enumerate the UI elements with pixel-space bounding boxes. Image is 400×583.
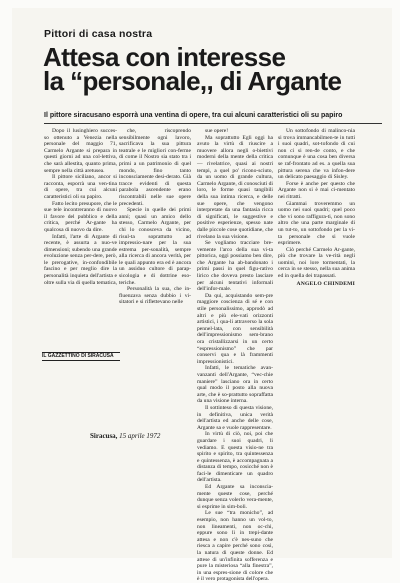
paragraph: Se vogliamo tracciare bre-vemente l'arco della sua vi-ta pittorica, oggi possiamo ben dire, che Argante ha ab-bandonato i primi passi in quel figu-rativo lirico che doveva presto lasciare per alcuni tentativi informali dell'infor-male.: [197, 240, 273, 293]
paragraph: Giammai troveremmo un uomo nei suoi quadri; quel poco che vi sono raffigura-ti, non sono altro che una parte marginale di un tut-to, un sottofondo per la vi-ta personale che si vuole esprimere.: [278, 200, 355, 247]
paragraph: Il sottinteso di questa visione, in definitiva, unica verità dell'artista ed anche delle cose, Argante sa e vuole rappresentare.: [197, 404, 273, 431]
headline: [43, 42, 388, 96]
dateline: [90, 432, 160, 440]
headline-line-1: Attesa con interesse: [43, 42, 286, 72]
paragraph: Infatti, le tematiche avan-vanzanti dell'Argante, “vec-chie maniere” lasciano ora in certo qual modo il posto alla nuova arte, che è so-prattutto sopraffatta da una visione interna.: [197, 365, 273, 405]
paragraph: Ciò perché Carmelo Ar-gante, più che trovare la ve-rità negli uomini, noi lore tormentati, la cerca in se stesso, nella sua anima ed in quella dei trapassati.: [278, 246, 355, 280]
dateline-date: 15 aprile 1972: [119, 432, 161, 440]
paragraph: Infatti, l'arte di Argante di recente, è assurta a nuo-ve dimensioni; subendo una grande evoluzione senza per-dere, però, le prerogative, in-confondibile fascino e per meglio dire la personalità inquieta dell'artista e oltre sulla via di quella tematica,: [44, 233, 118, 286]
paragraph: Un sottofondo di malinco-nia si trova immancabilmen-te in tutti i suoi quadri, sot-tofondo di cui non ci si ren-de conto, e che comunque è una cosa ben diversa se raf-frontato ad es. a quella sua pittura serena che va infon-dere un delicato paesaggio di Sisley.: [278, 128, 355, 181]
paragraph: Forse è anche per questo che Argante non si è mai ci-mentato nei ritratti.: [278, 180, 355, 200]
headline-rule: [44, 123, 382, 124]
article-column-4: [278, 128, 355, 287]
dateline-place: Siracusa,: [90, 432, 118, 440]
paragraph: Ed Argante sa inconscia-mente queste cose, perché dunque senza volerlo vera-mente, si esprime in sim-boli.: [197, 484, 273, 510]
article-column-3: [197, 128, 273, 583]
headline-line-2: la “personale,, di Argante: [43, 66, 342, 96]
paragraph: sue opere!: [205, 128, 229, 134]
paragraph: Ma soprattutto Egli oggi ha avuto la virtù di riuscire a muovere allora negli o-biettivi moderni della mente della critica — rivelatrice, quasi ai nostri tempi, a quel po' ricono-sciuto, da un uomo di grande cultura, Carmelo Argante, di conosciuti di loro, le forme quasi tangibili della sua intima ricerca, e delle sue opere, che vengono interpretate da una fantasia ricca di significati, le suggestive e positive esperienze, spesso nate dalle piccole cose quotidiane, che rivelano la sua visione.: [197, 134, 273, 240]
article-column-2: [119, 128, 191, 306]
paragraph: Da qui, acquistando sem-pre maggiore coscienza di sé e con stile personalissimo, approdò ad altri e più ele-vati orizzonti artistici, i qua-li attraverso la sola pennel-lata, con sensibilità dell'impressionismo sem-brano ora cristallizzarsi in un certo “espressionismo” che par conservi qua e là frammenti impressionistici.: [197, 292, 273, 365]
paragraph: che, riscoprendo sensibilmente ogni lavoro, sacrificava la sua pittura teatrale e le migliori con-ferme di come il Nostro sia stato tra i primi a un patrimonio di quel mondo, fino tanto inconsciamente desi-derato. Già tracce evidenti di questa parabola ascendente erano riscontrabili nelle sue opere precedenti.: [119, 128, 191, 207]
author-byline: ANGELO CHINDEMI: [296, 280, 355, 287]
paragraph: Le sue “tra monicho”, ad esempio, non hanno un vol-to, non lineamenti, non oc-chi, eppure sono lì in trepi-dante attesa e non c'è nes-suno che riesca a capire perché sono così, la natura di queste donne. Ed attese di un'infinita sofferenza e pure la misteriosa “alla finestra”, in una espres-sione di colore che è il vero protagonista dell'opera.: [197, 510, 273, 583]
newspaper-masthead: IL GAZZETTINO DI SIRACUSA: [42, 352, 120, 361]
subtitle: Il pittore siracusano esporrà una ventina di opere, tra cui alcuni caratteristici oli su papiro: [44, 112, 343, 119]
paragraph: Specie in quelle dei primi anni; quasi un amico dello stesso, Carmelo Argante, per chi lo conosceva da vicino, risul-ta soprattutto ad impressio-nare per la sua estrema per-sonalità, sempre alla ricerca di ancora verità, per le quali appunto era ed è ancora un assiduo cultore di parap-sicologia e di dottrine eso-teriche.: [119, 207, 191, 286]
kicker: Pittori di casa nostra: [44, 28, 153, 40]
paragraph: Il pittore siciliano, ancor si racconta, esporrà una ven-tina di opere, tra cui alcuni caratteristici oli su papiro.: [44, 174, 117, 200]
paragraph: Dopo il lusinghiero succes-so ottenuto a Venezia nella personale del maggio 71, Carmelo Argante si prepara in questi giorni ad una col-lettiva, che sarà allestita, quanto prima, sempre nella città aretusea.: [44, 128, 117, 174]
paragraph: In virtù di ciò, noi, poi che guardare i suoi quadri, li vediamo. E questa visio-ne tra spirito e spirito, tra quintessenza e quintessenza, è accompagnata a distanza di tempo, cosicché non è faci-le dimenticare un quadro dell'artista.: [197, 431, 273, 484]
article-column-1: [44, 128, 117, 286]
paragraph: Personalità la sua, che in-fluenzava senza dubbio i vi-sitatori e si riflettevano nelle: [119, 286, 191, 306]
paragraph: Fatto lecito presupore, che le sue tele incontreranno di nuovo il favore del pubblico e della critica, perché Ar-gante ha qualcosa di nuovo da dire.: [44, 200, 117, 233]
